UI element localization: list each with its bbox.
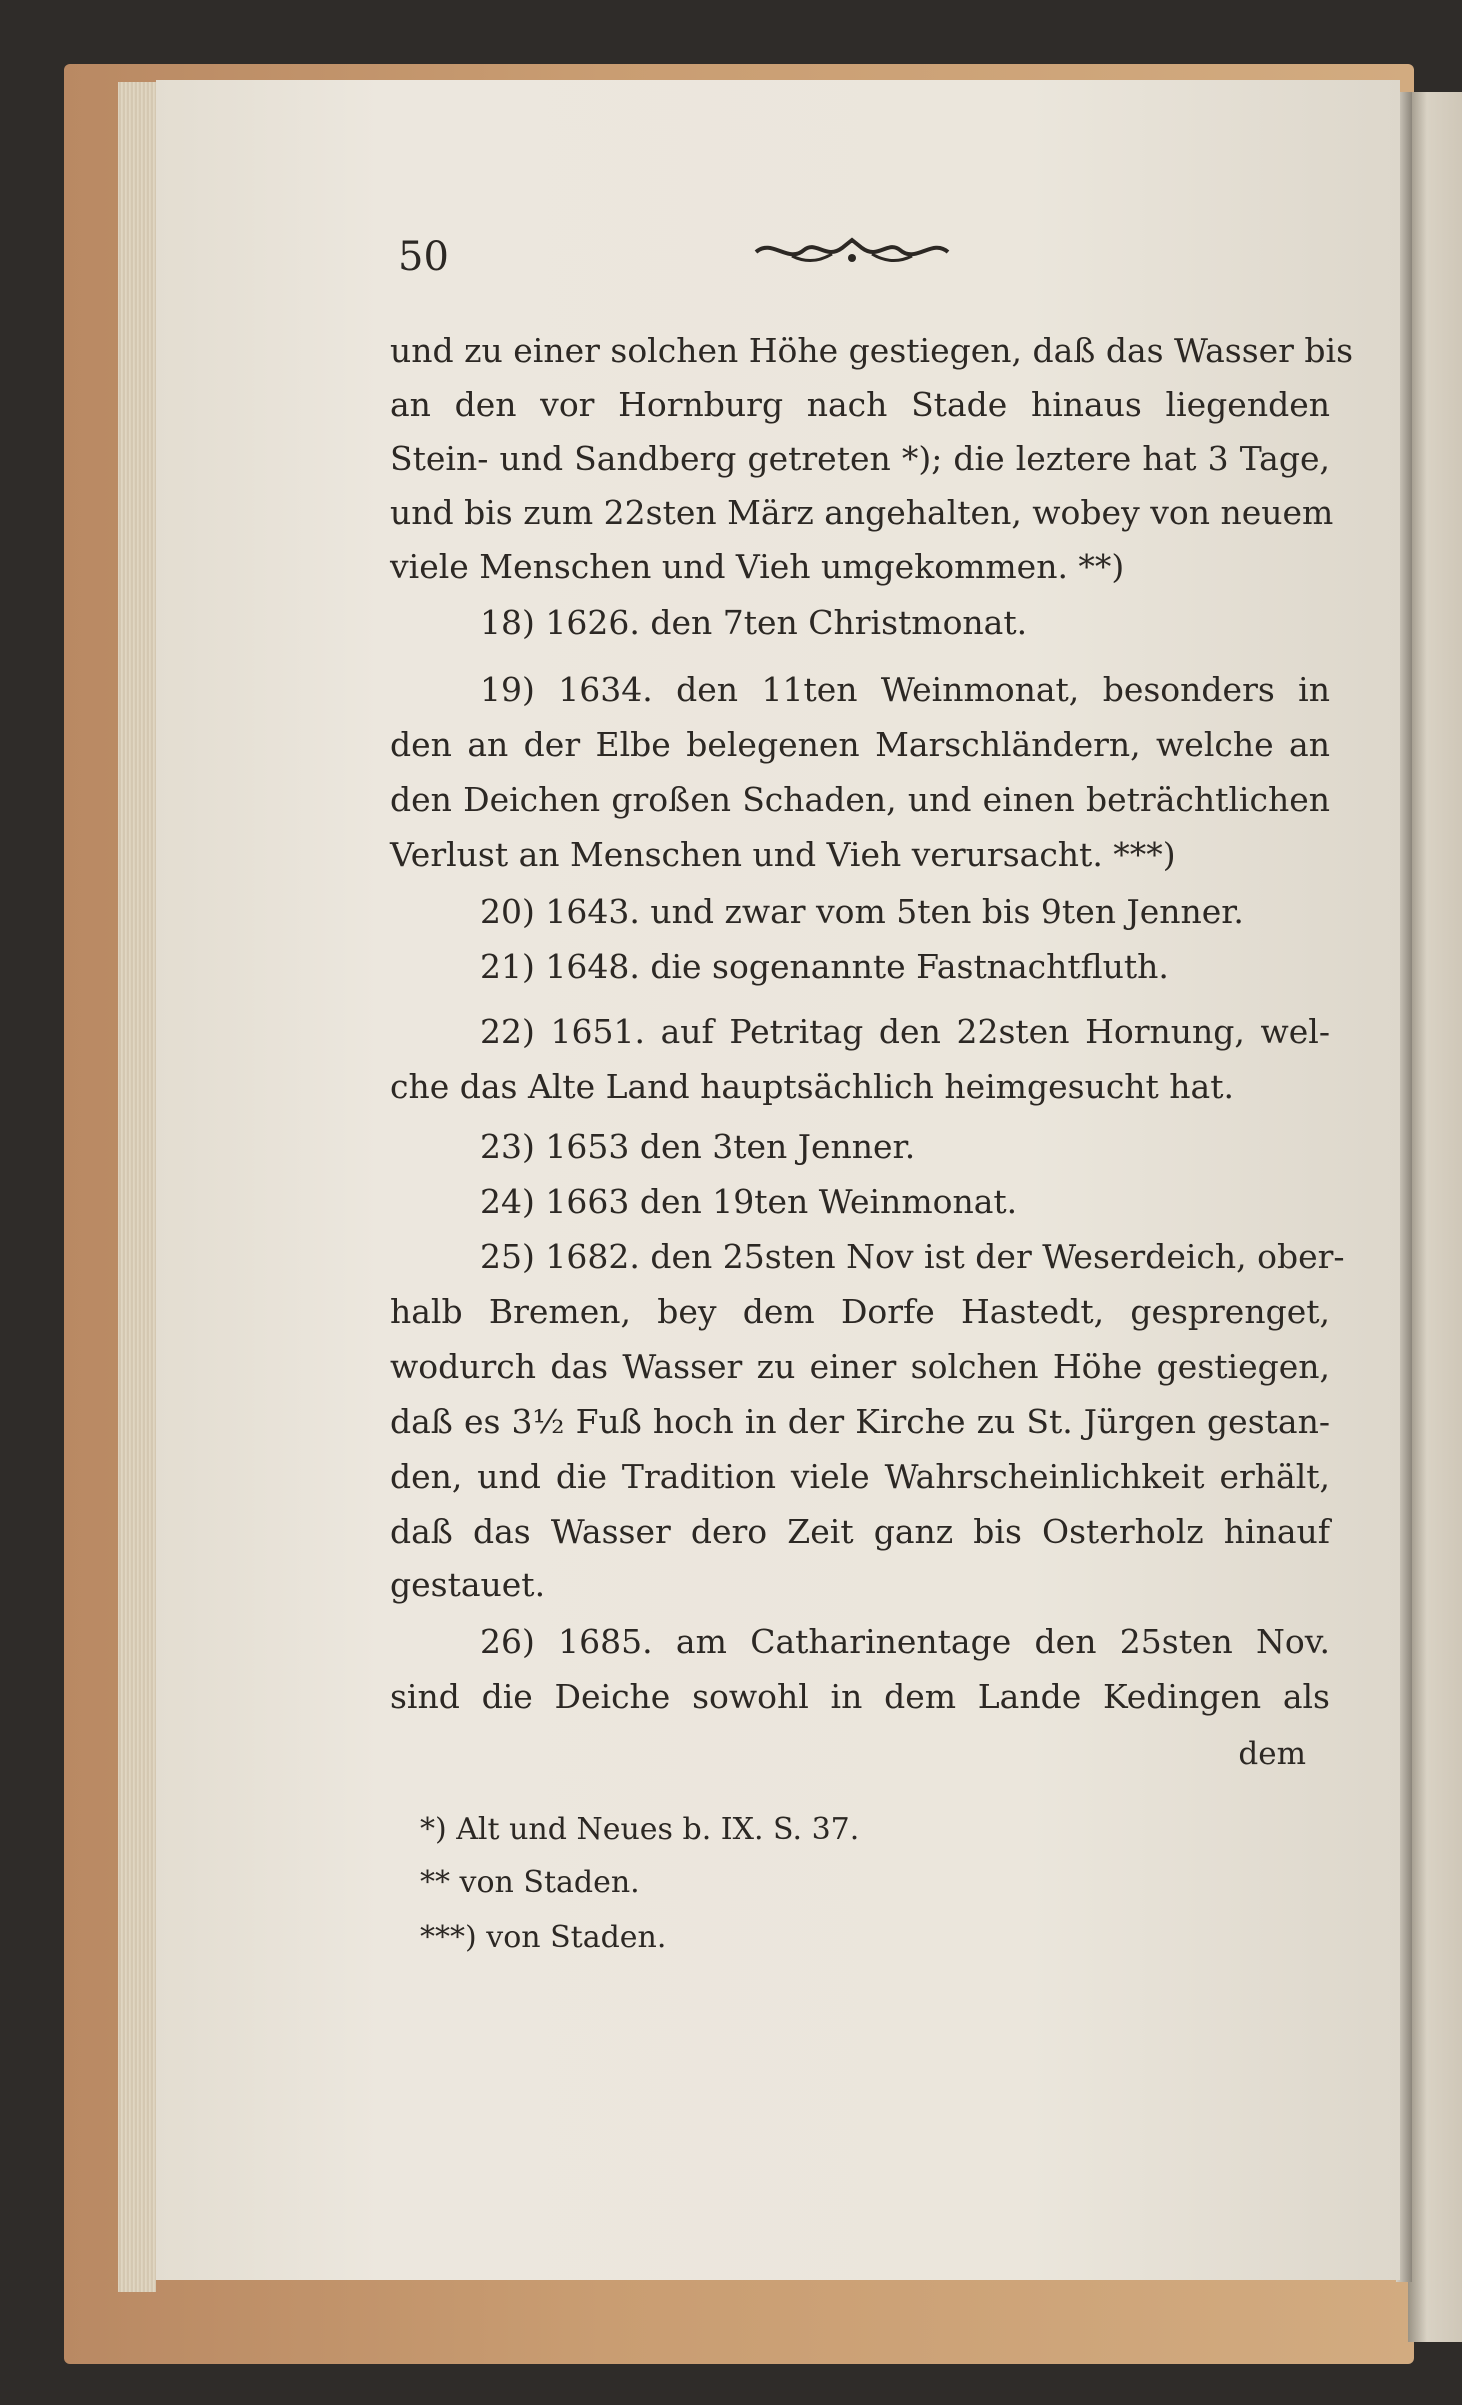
decorative-ornament-icon bbox=[752, 230, 952, 272]
text-line: 21) 1648. die sogenannte Fastnachtfluth. bbox=[480, 947, 1169, 986]
text-line: che das Alte Land hauptsächlich heimgesucht hat. bbox=[390, 1067, 1234, 1106]
footnote: ** von Staden. bbox=[420, 1865, 640, 1900]
text-line: den Deichen großen Schaden, und einen beträchtlichen bbox=[390, 780, 1330, 819]
page-edges bbox=[118, 82, 156, 2292]
text-line: daß es 3½ Fuß hoch in der Kirche zu St. Jürgen gestan- bbox=[390, 1402, 1330, 1441]
text-line: 24) 1663 den 19ten Weinmonat. bbox=[480, 1182, 1018, 1221]
page-number: 50 bbox=[398, 234, 449, 280]
text-line: den an der Elbe belegenen Marschländern, welche an bbox=[390, 725, 1330, 764]
text-line: 18) 1626. den 7ten Christmonat. bbox=[480, 603, 1028, 642]
text-line: 23) 1653 den 3ten Jenner. bbox=[480, 1127, 916, 1166]
footnote: ***) von Staden. bbox=[420, 1920, 667, 1955]
text-line: Stein- und Sandberg getreten *); die leztere hat 3 Tage, bbox=[390, 439, 1330, 478]
text-line: 25) 1682. den 25sten Nov ist der Weserdeich, ober- bbox=[480, 1237, 1345, 1276]
footnote: *) Alt und Neues b. IX. S. 37. bbox=[420, 1812, 860, 1847]
catchword: dem bbox=[1238, 1736, 1306, 1772]
text-line: sind die Deiche sowohl in dem Lande Kedingen als bbox=[390, 1677, 1330, 1716]
text-line: 19) 1634. den 11ten Weinmonat, besonders in bbox=[480, 670, 1330, 709]
text-line: viele Menschen und Vieh umgekommen. **) bbox=[390, 547, 1125, 586]
text-line: Verlust an Menschen und Vieh verursacht. ***) bbox=[390, 835, 1176, 874]
text-line: gestauet. bbox=[390, 1565, 546, 1604]
text-line: an den vor Hornburg nach Stade hinaus liegenden bbox=[390, 385, 1330, 424]
facing-page-edge bbox=[1408, 92, 1462, 2342]
text-line: halb Bremen, bey dem Dorfe Hastedt, gesprenget, bbox=[390, 1292, 1330, 1331]
text-line: 26) 1685. am Catharinentage den 25sten Nov. bbox=[480, 1622, 1330, 1661]
text-line: den, und die Tradition viele Wahrscheinlichkeit erhält, bbox=[390, 1457, 1330, 1496]
text-line: wodurch das Wasser zu einer solchen Höhe gestiegen, bbox=[390, 1347, 1330, 1386]
text-line: daß das Wasser dero Zeit ganz bis Osterholz hinauf bbox=[390, 1512, 1330, 1551]
text-line: 20) 1643. und zwar vom 5ten bis 9ten Jenner. bbox=[480, 892, 1244, 931]
text-line: 22) 1651. auf Petritag den 22sten Hornung, wel- bbox=[480, 1012, 1330, 1051]
text-line: und bis zum 22sten März angehalten, wobey von neuem bbox=[390, 493, 1334, 532]
text-line: und zu einer solchen Höhe gestiegen, daß das Wasser bis bbox=[390, 331, 1354, 370]
